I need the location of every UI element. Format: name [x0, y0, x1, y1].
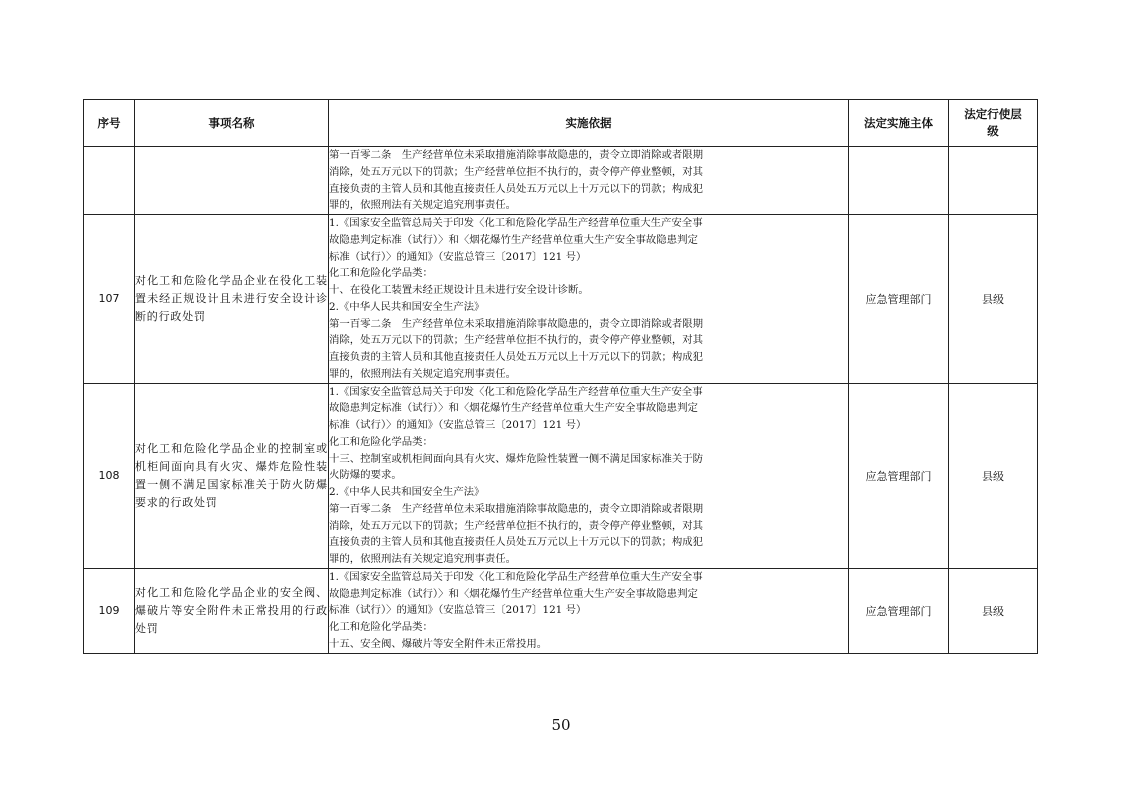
basis-line: 第一百零二条 生产经营单位未采取措施消除事故隐患的，责令立即消除或者限期: [329, 502, 704, 515]
header-no: 序号: [84, 100, 135, 147]
basis-line: 直接负责的主管人员和其他直接责任人员处五万元以上十万元以下的罚款；构成犯: [329, 536, 704, 549]
basis-line: 第一百零二条 生产经营单位未采取措施消除事故隐患的，责令立即消除或者限期: [329, 149, 704, 161]
basis-line: 直接负责的主管人员和其他直接责任人员处五万元以上十万元以下的罚款；构成犯: [329, 182, 704, 195]
header-name: 事项名称: [135, 100, 329, 147]
page-number: 50: [551, 716, 571, 734]
header-level: 法定行使层级: [949, 100, 1038, 147]
basis-line: 罪的，依照刑法有关规定追究刑事责任。: [329, 553, 517, 565]
item-name: 对化工和危险化学品企业在役化工装置未经正规设计且未进行安全设计诊断的行政处罚: [135, 215, 329, 384]
implementation-basis: [329, 383, 849, 568]
exercise-level: [949, 147, 1038, 215]
basis-line: 罪的，依照刑法有关规定追究刑事责任。: [329, 199, 517, 212]
item-name: 对化工和危险化学品企业的控制室或机柜间面向具有火灾、爆炸危险性装置一侧不满足国家标准关于防火防爆要求的行政处罚: [135, 383, 329, 568]
implementation-basis: [329, 215, 849, 384]
basis-line: 化工和危险化学品类：: [329, 621, 433, 633]
exercise-level: 县级: [949, 383, 1038, 568]
basis-line: 标准（试行）〉的通知》（安监总管三〔2017〕121 号）: [329, 604, 587, 617]
item-name: [135, 147, 329, 215]
row-number: 109: [84, 568, 135, 653]
basis-line: 火防爆的要求。: [329, 469, 402, 482]
implementing-body: 应急管理部门: [849, 568, 949, 653]
basis-line: 罪的，依照刑法有关规定追究刑事责任。: [329, 367, 517, 380]
regulation-table: [83, 99, 1038, 654]
implementation-basis: [329, 147, 849, 215]
basis-line: 消除，处五万元以下的罚款；生产经营单位拒不执行的，责令停产停业整顿，对其: [329, 165, 704, 178]
exercise-level: 县级: [949, 568, 1038, 653]
basis-line: 化工和危险化学品类：: [329, 435, 433, 448]
row-number: [84, 147, 135, 215]
basis-line: 1.《国家安全监管总局关于印发〈化工和危险化学品生产经营单位重大生产安全事: [329, 217, 703, 229]
basis-line: 消除，处五万元以下的罚款；生产经营单位拒不执行的，责令停产停业整顿，对其: [329, 519, 704, 532]
implementing-body: 应急管理部门: [849, 383, 949, 568]
table-header-row: [84, 100, 1038, 147]
basis-line: 十、在役化工装置未经正规设计且未进行安全设计诊断。: [329, 284, 589, 296]
implementing-body: 应急管理部门: [849, 215, 949, 384]
basis-line: 十五、安全阀、爆破片等安全附件未正常投用。: [329, 637, 548, 650]
basis-line: 2.《中华人民共和国安全生产法》: [329, 486, 485, 498]
basis-line: 故隐患判定标准（试行）〉和〈烟花爆竹生产经营单位重大生产安全事故隐患判定: [329, 587, 698, 600]
basis-line: 第一百零二条 生产经营单位未采取措施消除事故隐患的，责令立即消除或者限期: [329, 317, 704, 330]
table-row: [84, 215, 1038, 384]
basis-line: 标准（试行）〉的通知》（安监总管三〔2017〕121 号）: [329, 250, 587, 263]
basis-line: 消除，处五万元以下的罚款；生产经营单位拒不执行的，责令停产停业整顿，对其: [329, 334, 704, 347]
basis-line: 1.《国家安全监管总局关于印发〈化工和危险化学品生产经营单位重大生产安全事: [329, 385, 703, 398]
row-number: 107: [84, 215, 135, 384]
implementation-basis: [329, 568, 849, 653]
table-row: [84, 147, 1038, 215]
basis-line: 故隐患判定标准（试行）〉和〈烟花爆竹生产经营单位重大生产安全事故隐患判定: [329, 402, 698, 415]
basis-line: 标准（试行）〉的通知》（安监总管三〔2017〕121 号）: [329, 419, 587, 431]
basis-line: 故隐患判定标准（试行）〉和〈烟花爆竹生产经营单位重大生产安全事故隐患判定: [329, 233, 698, 246]
basis-line: 1.《国家安全监管总局关于印发〈化工和危险化学品生产经营单位重大生产安全事: [329, 570, 703, 583]
item-name: 对化工和危险化学品企业的安全阀、爆破片等安全附件未正常投用的行政处罚: [135, 568, 329, 653]
row-number: 108: [84, 383, 135, 568]
header-body: 法定实施主体: [849, 100, 949, 147]
basis-line: 十三、控制室或机柜间面向具有火灾、爆炸危险性装置一侧不满足国家标准关于防: [329, 452, 704, 465]
basis-line: 化工和危险化学品类：: [329, 267, 433, 280]
table-row: [84, 568, 1038, 653]
basis-line: 直接负责的主管人员和其他直接责任人员处五万元以上十万元以下的罚款；构成犯: [329, 351, 704, 363]
table-row: [84, 383, 1038, 568]
header-basis: 实施依据: [329, 100, 849, 147]
implementing-body: [849, 147, 949, 215]
exercise-level: 县级: [949, 215, 1038, 384]
basis-line: 2.《中华人民共和国安全生产法》: [329, 300, 485, 313]
